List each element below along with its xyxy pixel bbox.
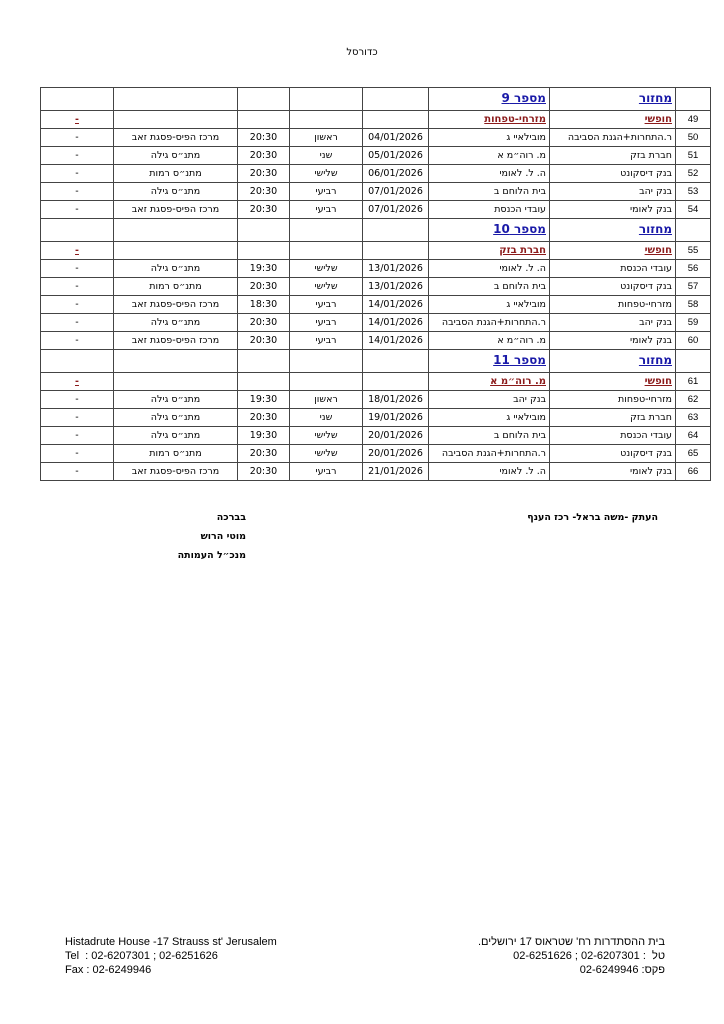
match-venue: מתנ״ס רמות <box>114 278 238 296</box>
footer-he-tel: טל : 02-6207301 ; 02-6251626 <box>513 950 665 962</box>
match-venue: מרכז הפיס-פסגת זאב <box>114 201 238 219</box>
match-date: 07/01/2026 <box>363 183 429 201</box>
match-row <box>41 391 711 409</box>
team-b: ה. ל. לאומי <box>429 463 550 481</box>
result-cell <box>41 219 114 242</box>
match-venue: מרכז הפיס-פסגת זאב <box>114 463 238 481</box>
round-number-cell <box>429 219 550 242</box>
match-date: 18/01/2026 <box>363 391 429 409</box>
match-number: 56 <box>676 260 711 278</box>
round-number: מספר 11 <box>493 353 546 367</box>
match-result: - <box>41 427 114 445</box>
venue-cell <box>114 242 238 260</box>
time-cell <box>238 111 290 129</box>
match-day: שלישי <box>290 445 363 463</box>
match-result: - <box>41 445 114 463</box>
team-b: מובילאיי ג <box>429 409 550 427</box>
match-row <box>41 147 711 165</box>
footer-he-address: בית ההסתדרות רח' שטראוס 17 ירושלים. <box>478 936 665 948</box>
match-row <box>41 201 711 219</box>
signature-role: מנכ״ל העמותה <box>177 550 246 561</box>
match-day: רביעי <box>290 183 363 201</box>
match-result: - <box>41 260 114 278</box>
footer-en-fax: Fax : 02-6249946 <box>65 964 152 976</box>
match-number: 59 <box>676 314 711 332</box>
match-venue: מתנ״ס רמות <box>114 165 238 183</box>
match-venue: מתנ״ס גילה <box>114 409 238 427</box>
row-number-cell <box>676 88 711 111</box>
bye-team: חברת בזק <box>499 245 546 256</box>
match-result: - <box>41 391 114 409</box>
match-result: - <box>41 332 114 350</box>
match-day: רביעי <box>290 201 363 219</box>
match-time: 20:30 <box>238 332 290 350</box>
match-date: 04/01/2026 <box>363 129 429 147</box>
match-time: 20:30 <box>238 278 290 296</box>
match-day: שני <box>290 147 363 165</box>
team-a: בנק לאומי <box>550 463 676 481</box>
schedule-table <box>40 87 711 481</box>
venue-cell <box>114 350 238 373</box>
venue-cell <box>114 88 238 111</box>
match-number: 61 <box>676 373 711 391</box>
team-a: מזרחי-טפחות <box>550 296 676 314</box>
team-b: מ. רוה״מ א <box>429 147 550 165</box>
team-a: בנק דיסקונט <box>550 278 676 296</box>
round-number: מספר 9 <box>501 91 546 105</box>
match-day: רביעי <box>290 314 363 332</box>
team-b: מ. רוה״מ א <box>429 332 550 350</box>
match-date: 05/01/2026 <box>363 147 429 165</box>
copy-to-block <box>470 508 658 527</box>
match-date: 20/01/2026 <box>363 427 429 445</box>
team-b: ר.התחרות+הגנת הסביבה <box>429 314 550 332</box>
team-a: ר.התחרות+הגנת הסביבה <box>550 129 676 147</box>
team-b: בית הלוחם ב <box>429 278 550 296</box>
date-cell <box>363 88 429 111</box>
bye-row <box>41 373 711 391</box>
signature-block <box>130 508 246 565</box>
match-day: שלישי <box>290 427 363 445</box>
day-cell <box>290 350 363 373</box>
bye-team: מ. רוה״מ א <box>490 376 546 387</box>
date-cell <box>363 373 429 391</box>
match-row <box>41 296 711 314</box>
date-cell <box>363 111 429 129</box>
bye-result: - <box>75 245 79 256</box>
result-cell <box>41 350 114 373</box>
day-cell <box>290 88 363 111</box>
match-day: שלישי <box>290 278 363 296</box>
match-time: 20:30 <box>238 314 290 332</box>
match-time: 20:30 <box>238 129 290 147</box>
row-number-cell <box>676 350 711 373</box>
match-day: ראשון <box>290 129 363 147</box>
bye-team-cell <box>429 242 550 260</box>
time-cell <box>238 219 290 242</box>
bye-label: חופשי <box>644 245 672 256</box>
time-cell <box>238 350 290 373</box>
team-b: ה. ל. לאומי <box>429 260 550 278</box>
day-cell <box>290 373 363 391</box>
match-number: 57 <box>676 278 711 296</box>
team-b: ר.התחרות+הגנת הסביבה <box>429 445 550 463</box>
match-time: 20:30 <box>238 463 290 481</box>
match-venue: מרכז הפיס-פסגת זאב <box>114 296 238 314</box>
match-date: 14/01/2026 <box>363 296 429 314</box>
match-venue: מתנ״ס גילה <box>114 147 238 165</box>
match-time: 20:30 <box>238 183 290 201</box>
result-cell <box>41 242 114 260</box>
round-label: מחזור <box>638 353 672 367</box>
match-result: - <box>41 201 114 219</box>
footer-hebrew-address <box>450 935 665 977</box>
footer-he-fax: פקס: 02-6249946 <box>579 964 665 976</box>
match-number: 63 <box>676 409 711 427</box>
match-time: 20:30 <box>238 147 290 165</box>
match-row <box>41 445 711 463</box>
day-cell <box>290 219 363 242</box>
match-venue: מתנ״ס גילה <box>114 183 238 201</box>
copy-to-line: העתק -משה בראל- רכז הענף <box>527 512 658 523</box>
signature-name: מוטי הרוש <box>200 531 246 542</box>
team-a: בנק דיסקונט <box>550 445 676 463</box>
bye-label: חופשי <box>644 376 672 387</box>
match-row <box>41 427 711 445</box>
match-date: 07/01/2026 <box>363 201 429 219</box>
match-result: - <box>41 296 114 314</box>
team-a: עובדי הכנסת <box>550 427 676 445</box>
signature-greeting: בברכה <box>216 512 246 523</box>
day-cell <box>290 242 363 260</box>
time-cell <box>238 242 290 260</box>
match-venue: מתנ״ס גילה <box>114 391 238 409</box>
day-cell <box>290 111 363 129</box>
match-venue: מתנ״ס גילה <box>114 427 238 445</box>
round-header-row <box>41 350 711 373</box>
match-row <box>41 129 711 147</box>
footer-en-address: Histadrute House -17 Strauss st' Jerusalem <box>65 936 277 948</box>
match-result: - <box>41 147 114 165</box>
match-row <box>41 278 711 296</box>
match-day: שני <box>290 409 363 427</box>
match-number: 50 <box>676 129 711 147</box>
row-number-cell <box>676 219 711 242</box>
bye-label-cell <box>550 111 676 129</box>
match-date: 21/01/2026 <box>363 463 429 481</box>
venue-cell <box>114 111 238 129</box>
result-cell <box>41 111 114 129</box>
match-date: 14/01/2026 <box>363 332 429 350</box>
match-day: רביעי <box>290 296 363 314</box>
team-a: בנק לאומי <box>550 332 676 350</box>
team-b: בית הלוחם ב <box>429 427 550 445</box>
match-time: 20:30 <box>238 445 290 463</box>
match-result: - <box>41 463 114 481</box>
match-row <box>41 165 711 183</box>
match-day: שלישי <box>290 165 363 183</box>
round-number-cell <box>429 350 550 373</box>
match-time: 19:30 <box>238 427 290 445</box>
match-row <box>41 332 711 350</box>
match-date: 19/01/2026 <box>363 409 429 427</box>
round-label-cell <box>550 219 676 242</box>
team-b: מובילאיי ג <box>429 129 550 147</box>
match-date: 13/01/2026 <box>363 260 429 278</box>
bye-team-cell <box>429 111 550 129</box>
team-a: בנק דיסקונט <box>550 165 676 183</box>
match-row <box>41 260 711 278</box>
match-venue: מרכז הפיס-פסגת זאב <box>114 129 238 147</box>
match-date: 20/01/2026 <box>363 445 429 463</box>
result-cell <box>41 373 114 391</box>
venue-cell <box>114 219 238 242</box>
date-cell <box>363 242 429 260</box>
bye-label: חופשי <box>644 114 672 125</box>
match-time: 20:30 <box>238 165 290 183</box>
match-day: ראשון <box>290 391 363 409</box>
team-a: בנק יהב <box>550 314 676 332</box>
match-day: רביעי <box>290 332 363 350</box>
match-result: - <box>41 183 114 201</box>
time-cell <box>238 88 290 111</box>
match-day: רביעי <box>290 463 363 481</box>
bye-row <box>41 111 711 129</box>
match-venue: מתנ״ס גילה <box>114 314 238 332</box>
match-time: 19:30 <box>238 260 290 278</box>
bye-row <box>41 242 711 260</box>
round-label-cell <box>550 88 676 111</box>
match-number: 55 <box>676 242 711 260</box>
match-result: - <box>41 129 114 147</box>
page-title: כדורסל <box>346 47 378 58</box>
bye-team: מזרחי-טפחות <box>484 114 546 125</box>
team-b: בנק יהב <box>429 391 550 409</box>
team-a: חברת בזק <box>550 409 676 427</box>
result-cell <box>41 88 114 111</box>
match-number: 64 <box>676 427 711 445</box>
match-date: 13/01/2026 <box>363 278 429 296</box>
match-number: 60 <box>676 332 711 350</box>
match-number: 52 <box>676 165 711 183</box>
team-a: עובדי הכנסת <box>550 260 676 278</box>
match-row <box>41 314 711 332</box>
match-time: 20:30 <box>238 201 290 219</box>
match-result: - <box>41 165 114 183</box>
match-date: 06/01/2026 <box>363 165 429 183</box>
match-number: 53 <box>676 183 711 201</box>
round-label-cell <box>550 350 676 373</box>
bye-label-cell <box>550 373 676 391</box>
match-time: 19:30 <box>238 391 290 409</box>
match-number: 49 <box>676 111 711 129</box>
match-result: - <box>41 409 114 427</box>
match-row <box>41 463 711 481</box>
match-time: 18:30 <box>238 296 290 314</box>
match-row <box>41 409 711 427</box>
date-cell <box>363 350 429 373</box>
match-number: 54 <box>676 201 711 219</box>
team-a: בנק יהב <box>550 183 676 201</box>
match-venue: מתנ״ס רמות <box>114 445 238 463</box>
round-label: מחזור <box>638 91 672 105</box>
round-header-row <box>41 219 711 242</box>
team-b: בית הלוחם ב <box>429 183 550 201</box>
round-number: מספר 10 <box>493 222 546 236</box>
bye-result: - <box>75 376 79 387</box>
match-date: 14/01/2026 <box>363 314 429 332</box>
match-row <box>41 183 711 201</box>
bye-result: - <box>75 114 79 125</box>
match-result: - <box>41 278 114 296</box>
match-number: 65 <box>676 445 711 463</box>
team-a: בנק לאומי <box>550 201 676 219</box>
bye-label-cell <box>550 242 676 260</box>
match-number: 58 <box>676 296 711 314</box>
match-number: 51 <box>676 147 711 165</box>
round-label: מחזור <box>638 222 672 236</box>
date-cell <box>363 219 429 242</box>
team-b: ה. ל. לאומי <box>429 165 550 183</box>
match-day: שלישי <box>290 260 363 278</box>
time-cell <box>238 373 290 391</box>
footer-en-tel: Tel : 02-6207301 ; 02-6251626 <box>65 950 218 962</box>
team-b: מובילאיי ג <box>429 296 550 314</box>
bye-team-cell <box>429 373 550 391</box>
round-header-row <box>41 88 711 111</box>
match-number: 62 <box>676 391 711 409</box>
footer-english-address <box>65 935 277 977</box>
match-number: 66 <box>676 463 711 481</box>
team-b: עובדי הכנסת <box>429 201 550 219</box>
match-venue: מרכז הפיס-פסגת זאב <box>114 332 238 350</box>
team-a: מזרחי-טפחות <box>550 391 676 409</box>
team-a: חברת בזק <box>550 147 676 165</box>
round-number-cell <box>429 88 550 111</box>
match-venue: מתנ״ס גילה <box>114 260 238 278</box>
venue-cell <box>114 373 238 391</box>
match-result: - <box>41 314 114 332</box>
match-time: 20:30 <box>238 409 290 427</box>
